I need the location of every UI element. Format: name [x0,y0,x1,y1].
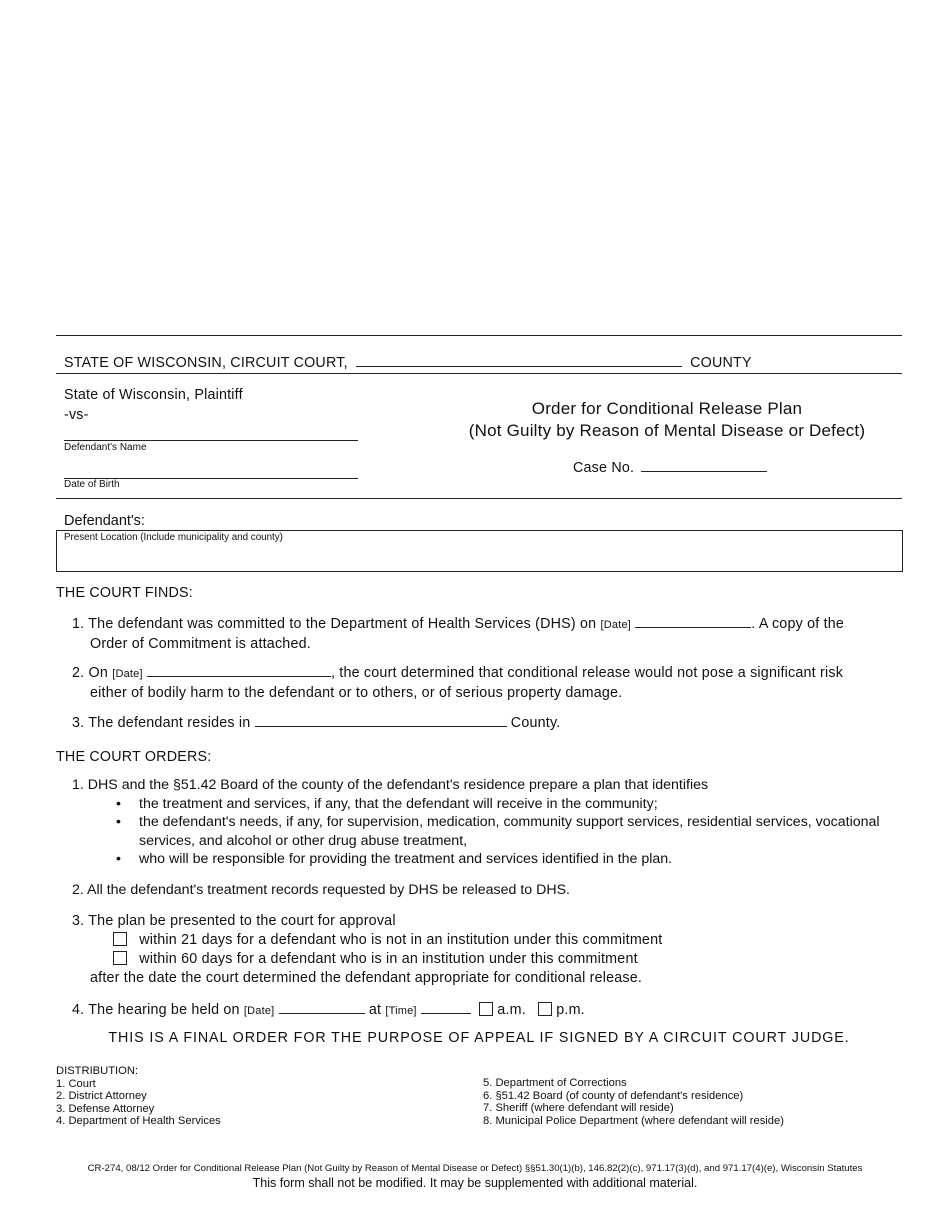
distribution-left [56,1065,221,1128]
order-1 [72,776,892,869]
hearing-time-label: [Time] [385,1005,417,1017]
order-3-option-1: within 21 days for a defendant who is not in an institution under this commitment [139,932,663,948]
distribution-item: 5. Department of Corrections [483,1077,627,1089]
form-footer-line: CR-274, 08/12 Order for Conditional Release Plan (Not Guilty by Reason of Mental Disease or Defect) §§51.30(1)(b), 146.82(2)(c), 971.17(3)(d), and 971.17(4)(e), Wisconsin Statutes [87,1163,863,1174]
order-2-num: 2. [72,882,84,898]
finding-2-date-label: [Date] [112,668,143,680]
am-checkbox[interactable] [479,1002,493,1016]
bullet-item: • the defendant's needs, if any, for supervision, medication, community support services, residential services, vocational services, and alcohol or other drug abuse treatment, [89,813,889,850]
finding-1-num: 1. [72,616,85,632]
determination-date-field[interactable] [147,662,331,677]
finding-3 [72,712,902,731]
finding-1-text-a: The defendant was committed to the Department of Health Services (DHS) on [88,616,597,632]
form-notice: This form shall not be modified. It may be supplemented with additional material. [252,1176,698,1190]
bullet-item: • the treatment and services, if any, that the defendant will receive in the community; [89,795,889,814]
court-label: STATE OF WISCONSIN, CIRCUIT COURT, [64,355,348,371]
distribution-item: 8. Municipal Police Department (where defendant will reside) [483,1114,784,1127]
finding-1-text-c: Order of Commitment is attached. [90,635,311,652]
order-2 [72,882,892,898]
in-institution-checkbox[interactable] [113,951,127,965]
am-label: a.m. [497,1002,526,1018]
findings-heading: THE COURT FINDS: [56,585,193,601]
hearing-time-field[interactable] [421,999,471,1014]
court-header [64,352,904,371]
finding-3-text-a: The defendant resides in [88,715,251,731]
plaintiff-label: State of Wisconsin, Plaintiff [64,387,243,403]
pm-label: p.m. [556,1002,585,1018]
case-no-label: Case No. [573,460,635,476]
finding-2 [72,662,902,702]
hearing-date-field[interactable] [279,999,365,1014]
distribution-right [483,1077,784,1127]
case-no-field[interactable] [641,457,767,472]
finding-1 [72,613,902,653]
distribution-heading: DISTRIBUTION: [56,1065,139,1077]
finding-2-text-a: , the court determined that conditional release would not pose a significant risk [330,665,844,681]
order-3-option-2: within 60 days for a defendant who is in an institution under this commitment [139,951,638,967]
county-label: COUNTY [690,355,752,371]
order-4-text: The hearing be held on [88,1002,240,1018]
defendant-name-field[interactable] [64,440,358,441]
distribution-item: 6. §51.42 Board (of county of defendant's residence) [483,1089,744,1102]
caption-bottom-rule [56,498,902,499]
finding-2-num: 2. [72,665,85,681]
orders-heading: THE COURT ORDERS: [56,749,212,765]
order-1-num: 1. [72,777,84,793]
final-order-statement: THIS IS A FINAL ORDER FOR THE PURPOSE OF APPEAL IF SIGNED BY A CIRCUIT COURT JUDGE. [108,1030,850,1046]
finding-1-text-b: . A copy of the [751,616,845,632]
defendant-name-label: Defendant's Name [64,442,147,453]
finding-2-text-b: either of bodily harm to the defendant or to others, or of serious property damage. [90,684,623,701]
title-line-1: Order for Conditional Release Plan [531,399,803,418]
present-location-box[interactable] [56,530,903,572]
finding-1-date-label: [Date] [600,619,632,631]
residence-county-field[interactable] [255,712,507,727]
order-1-bullets [89,795,889,869]
finding-3-text-b: County. [510,715,561,731]
commitment-date-field[interactable] [635,613,751,628]
order-3 [72,912,892,988]
order-4-num: 4. [72,1002,85,1018]
order-3-after: after the date the court determined the defendant appropriate for conditional release. [90,970,643,986]
not-in-institution-checkbox[interactable] [113,932,127,946]
finding-2-on: On [88,665,108,681]
distribution-item: 7. Sheriff (where defendant will reside) [483,1102,674,1114]
distribution-item: 4. Department of Health Services [56,1115,221,1127]
dob-label: Date of Birth [64,479,120,490]
defendants-label: Defendant's: [64,513,145,529]
header-bottom-rule [56,373,902,374]
vs-label: -vs- [64,407,89,423]
order-3-text: The plan be presented to the court for approval [88,913,396,929]
form-title [432,398,902,442]
case-number [573,457,767,476]
distribution-item: 2. District Attorney [56,1090,147,1102]
order-4 [72,999,892,1018]
order-3-num: 3. [72,913,85,929]
bullet-item: • who will be responsible for providing the treatment and services identified in the plan. [89,850,889,869]
order-4-at: at [368,1002,382,1018]
finding-3-num: 3. [72,715,85,731]
top-rule [56,335,902,336]
hearing-date-label: [Date] [243,1005,275,1017]
order-1-text: DHS and the §51.42 Board of the county of the defendant's residence prepare a plan that identifies [87,777,709,793]
pm-checkbox[interactable] [538,1002,552,1016]
order-2-text: All the defendant's treatment records requested by DHS be released to DHS. [87,882,570,898]
distribution-item: 3. Defense Attorney [56,1102,155,1115]
county-name-field[interactable] [356,352,682,367]
present-location-label: Present Location (Include municipality and county) [64,532,283,543]
distribution-item: 1. Court [56,1077,96,1090]
title-line-2: (Not Guilty by Reason of Mental Disease or Defect) [468,421,866,440]
